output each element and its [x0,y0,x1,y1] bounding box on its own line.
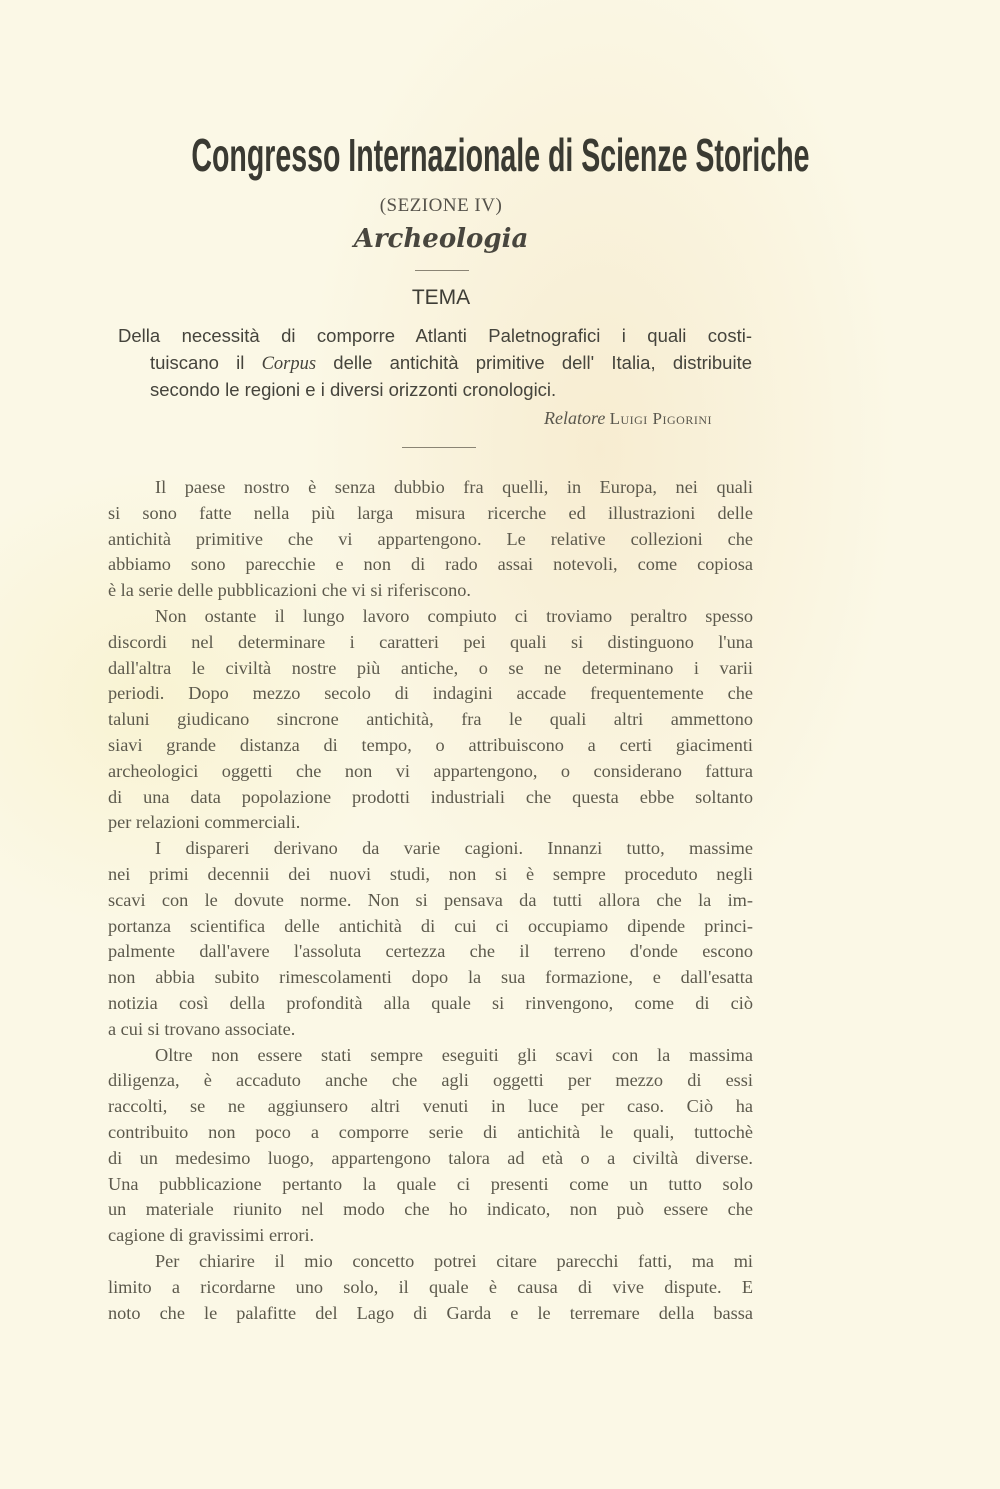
subject-heading: Archeologia [353,224,529,254]
tema-heading: TEMA [411,286,471,309]
body-line: notizia così della profondità alla quale si rinvengono, come di ciò [108,993,753,1013]
body-line: si sono fatte nella più larga misura ricerche ed illustrazioni delle [108,502,753,523]
body-line: scavi con le dovute norme. Non si pensava da tutti allora che la im- [108,889,753,910]
body-line: taluni giudicano sincrone antichità, fra le quali altri ammettono [108,709,753,730]
body-line: Per chiarire il mio concetto potrei citare parecchi fatti, ma mi [155,1251,753,1271]
body-line: contribuito non poco a comporre serie di antichità le quali, tuttochè [108,1122,753,1142]
body-line: Non ostante il lungo lavoro compiuto ci troviamo peraltro spesso [155,606,753,626]
body-line: è la serie delle pubblicazioni che vi si riferiscono. [108,580,471,601]
body-line: siavi grande distanza di tempo, o attribuiscono a certi giacimenti [108,735,753,755]
body-line: raccolti, se ne aggiunsero altri venuti in luce per caso. Ciò ha [108,1096,753,1117]
relatore: Relatore Luigi Pigorini [544,408,712,428]
document-title: Congresso Internazionale di Scienze Storiche [190,129,810,181]
body-line: diligenza, è accaduto anche che agli oggetti per mezzo di essi [108,1070,753,1091]
body-line: dall'altra le civiltà nostre più antiche, o se ne determinano i varii [108,657,753,678]
tema-line: tuiscano il Corpus delle antichità primitive dell' Italia, distribuite [150,352,752,374]
body-line: discordi nel determinare i caratteri pei quali si distinguono l'una [108,631,753,652]
body-line: nei primi decennii dei nuovi studi, non si è sempre proceduto negli [108,864,753,884]
divider [402,447,476,448]
body-line: portanza scientifica delle antichità di cui ci occupiamo dipende princi- [108,915,753,936]
body-line: I dispareri derivano da varie cagioni. Innanzi tutto, massime [155,838,753,859]
body-line: cagione di gravissimi errori. [108,1225,315,1246]
body-line: abbiamo sono parecchie e non di rado assai notevoli, come copiosa [108,554,753,575]
body-line: Una pubblicazione pertanto la quale ci presenti come un tutto solo [108,1173,753,1194]
body-line: a cui si trovano associate. [108,1018,296,1039]
body-line: di una data popolazione prodotti industriali che questa ebbe soltanto [108,786,753,807]
body-line: di un medesimo luogo, appartengono talora ad età o a civiltà diverse. [108,1147,753,1168]
tema-line: Della necessità di comporre Atlanti Paletnografici i quali costi- [118,325,752,346]
section-label: (SEZIONE IV) [379,195,503,216]
body-line: non abbia subito rimescolamenti dopo la sua formazione, e dall'esatta [108,967,753,988]
tema-line: secondo le regioni e i diversi orizzonti cronologici. [150,379,557,400]
body-line: antichità primitive che vi appartengono. Le relative collezioni che [108,528,753,549]
body-line: limito a ricordarne uno solo, il quale è causa di vive dispute. E [108,1276,753,1297]
body-line: Oltre non essere stati sempre eseguiti gli scavi con la massima [155,1044,753,1065]
body-line: archeologici oggetti che non vi appartengono, o considerano fattura [108,760,753,781]
body-line: Il paese nostro è senza dubbio fra quelli, in Europa, nei quali [155,477,753,497]
body-line: palmente dall'avere l'assoluta certezza che il terreno d'onde escono [108,941,753,962]
body-line: noto che le palafitte del Lago di Garda e le terremare della bassa [108,1302,753,1323]
body-line: per relazioni commerciali. [108,812,301,833]
divider [415,270,469,271]
body-line: periodi. Dopo mezzo secolo di indagini accade frequentemente che [108,683,753,704]
body-line: un materiale riunito nel modo che ho indicato, non può essere che [108,1199,753,1220]
